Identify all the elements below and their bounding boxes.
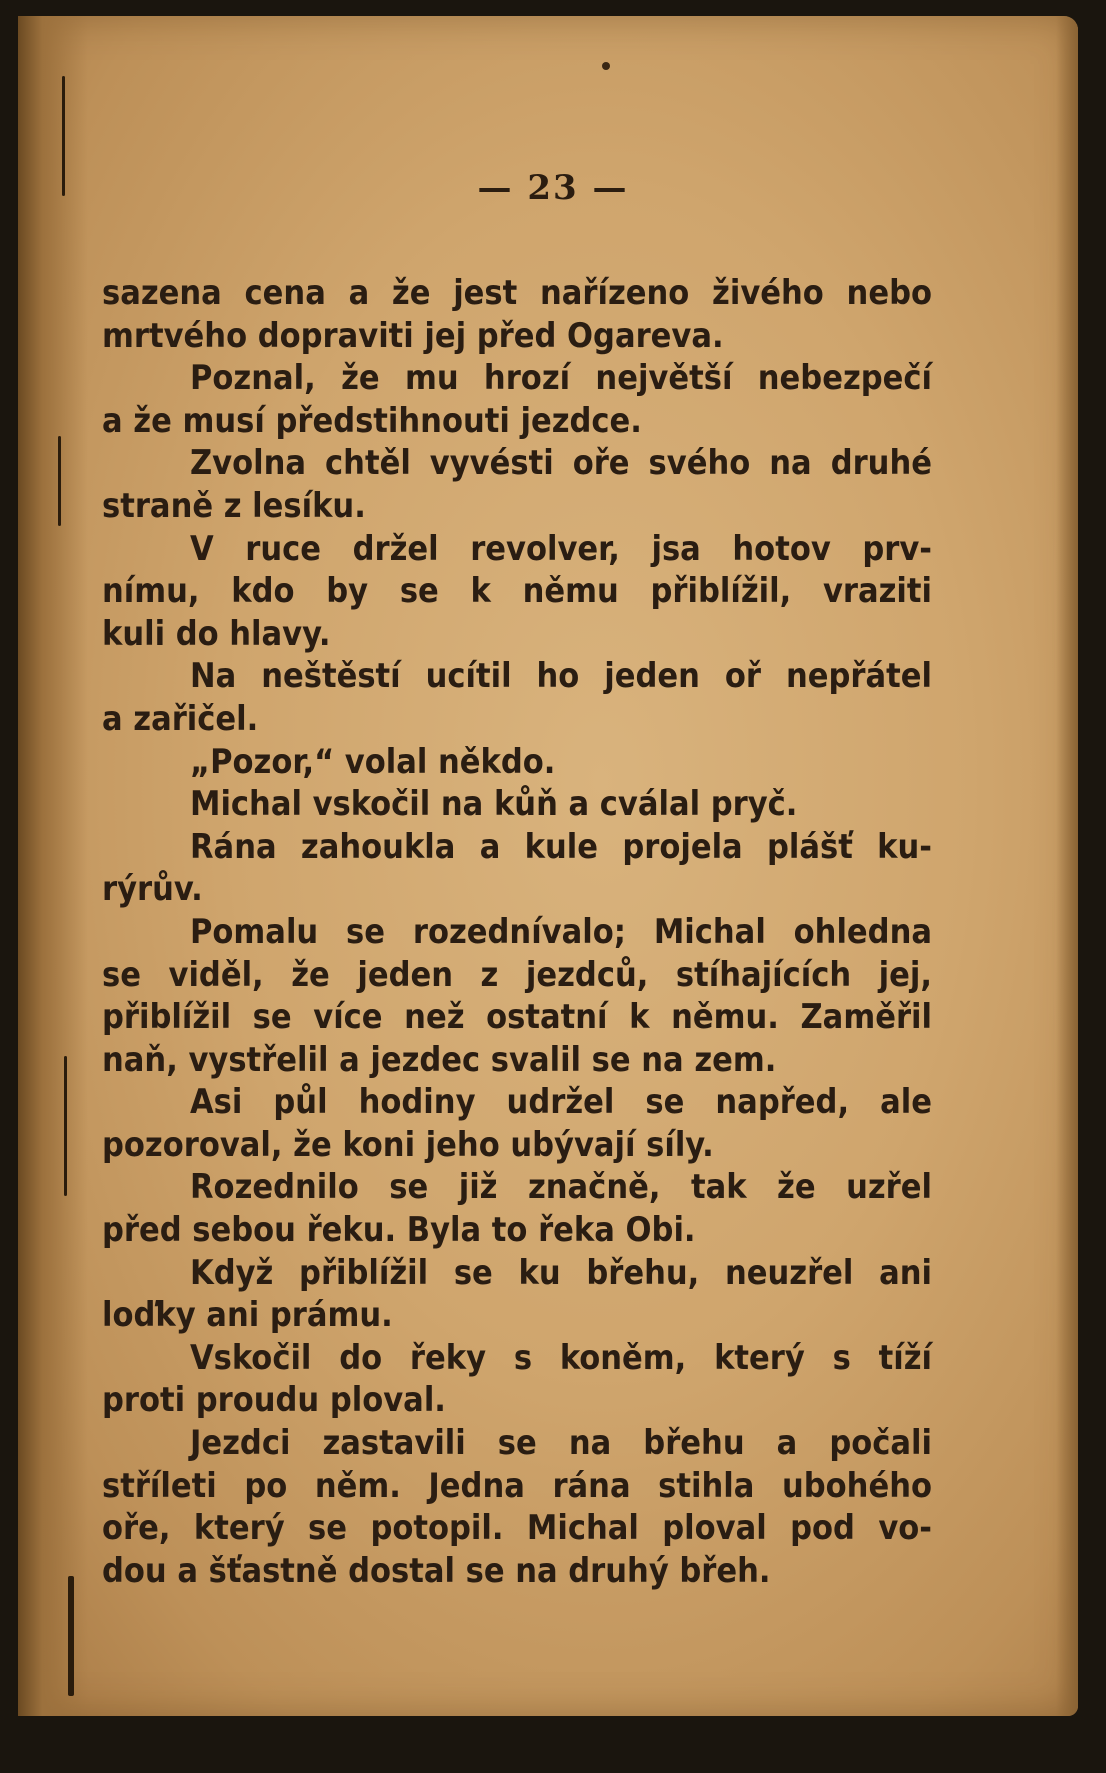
page-gutter-shadow (18, 16, 88, 1716)
text-line: Když přiblížil se ku břehu, neuzřel ani (190, 1252, 932, 1293)
binding-mark (58, 436, 61, 526)
text-line: Rána zahoukla a kule projela plášť ku- (190, 826, 932, 867)
text-line: Rozednilo se již značně, tak že uzřel (190, 1167, 932, 1208)
ink-speck (602, 62, 610, 70)
text-line: rýrův. (102, 869, 203, 910)
text-line: sazena cena a že jest nařízeno živého nebo (102, 273, 932, 313)
text-line: Vskočil do řeky s koněm, který s tíží (190, 1337, 932, 1378)
body-text (102, 272, 932, 1592)
text-line: „Pozor,“ volal někdo. (190, 741, 556, 782)
text-line: pozoroval, že koni jeho ubývají síly. (102, 1124, 714, 1165)
text-line: oře, který se potopil. Michal ploval pod vo- (102, 1508, 932, 1549)
text-line: a zařičel. (102, 698, 259, 739)
page-number: — 23 — (477, 168, 629, 208)
text-line: nímu, kdo by se k němu přiblížil, vraziti (102, 571, 932, 612)
text-line: stříleti po něm. Jedna rána stihla ubohého (102, 1465, 932, 1506)
text-line: Poznal, že mu hrozí největší nebezpečí (190, 358, 932, 399)
text-line: Na neštěstí ucítil ho jeden oř nepřátel (190, 656, 932, 697)
text-line: straně z lesíku. (102, 485, 366, 526)
text-line: Jezdci zastavili se na břehu a počali (190, 1423, 932, 1464)
text-line: se viděl, že jeden z jezdců, stíhajících jej, (102, 954, 932, 995)
binding-mark (68, 1576, 74, 1696)
binding-mark (64, 1056, 67, 1196)
text-line: naň, vystřelil a jezdec svalil se na zem. (102, 1039, 777, 1080)
page-edge-shadow (1056, 16, 1078, 1716)
text-line: loďky ani prámu. (102, 1295, 393, 1336)
text-line: V ruce držel revolver, jsa hotov prv- (190, 528, 932, 569)
text-line: před sebou řeku. Byla to řeka Obi. (102, 1210, 696, 1251)
text-line: Pomalu se rozednívalo; Michal ohledna (190, 911, 932, 952)
text-line: kuli do hlavy. (102, 613, 331, 654)
text-line: Michal vskočil na kůň a cválal pryč. (190, 784, 798, 825)
text-line: dou a šťastně dostal se na druhý břeh. (102, 1550, 771, 1591)
text-line: proti proudu ploval. (102, 1380, 446, 1421)
text-line: Zvolna chtěl vyvésti oře svého na druhé (190, 443, 932, 484)
text-line: mrtvého dopraviti jej před Ogareva. (102, 315, 724, 356)
text-line: a že musí předstihnouti jezdce. (102, 400, 642, 441)
text-line: přiblížil se více než ostatní k němu. Zaměřil (102, 997, 932, 1038)
text-line: Asi půl hodiny udržel se napřed, ale (190, 1082, 932, 1123)
